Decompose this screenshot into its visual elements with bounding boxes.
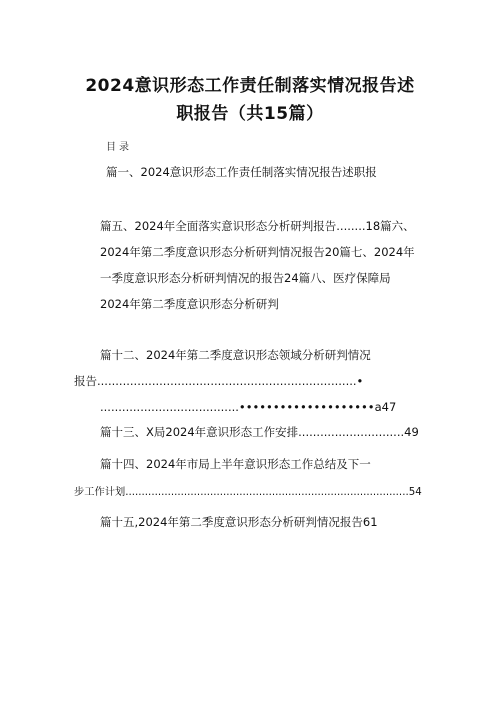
toc-entry-13[interactable]: 篇十三、X局2024年意识形态工作安排.............................49 — [100, 425, 419, 439]
toc-entry-continuation[interactable]: 一季度意识形态分析研判情况的报告24篇八、医疗保障局 — [100, 271, 391, 285]
toc-entry-5[interactable]: 篇五、2024年全面落实意识形态分析研判报告........18篇六、 — [100, 219, 415, 233]
toc-entry-continuation[interactable]: ......................................••••••••••••••••••••a47 — [100, 400, 397, 414]
toc-entry-12[interactable]: 篇十二、2024年第二季度意识形态领域分析研判情况 — [100, 348, 371, 362]
document-title — [60, 72, 440, 128]
toc-entry-14[interactable]: 篇十四、2024年市局上半年意识形态工作总结及下一 — [100, 457, 371, 471]
title-line-1: 2024意识形态工作责任制落实情况报告述 — [85, 76, 415, 96]
toc-entry-15[interactable]: 篇十五,2024年第二季度意识形态分析研判情况报告61 — [100, 515, 378, 529]
title-line-2: 职报告（共15篇） — [176, 104, 324, 124]
toc-entry-continuation[interactable]: 2024年第二季度意识形态分析研判情况报告20篇七、2024年 — [100, 245, 415, 259]
toc-heading: 目录 — [106, 142, 132, 153]
toc-entry-1[interactable]: 篇一、2024意识形态工作责任制落实情况报告述职报 — [106, 165, 377, 179]
toc-entry-continuation[interactable]: 步工作计划.......................................................................................54 — [74, 486, 422, 498]
toc-entry-continuation[interactable]: 报告.......................................................................• — [74, 374, 364, 388]
toc-entry-continuation[interactable]: 2024年第二季度意识形态分析研判 — [100, 297, 279, 311]
